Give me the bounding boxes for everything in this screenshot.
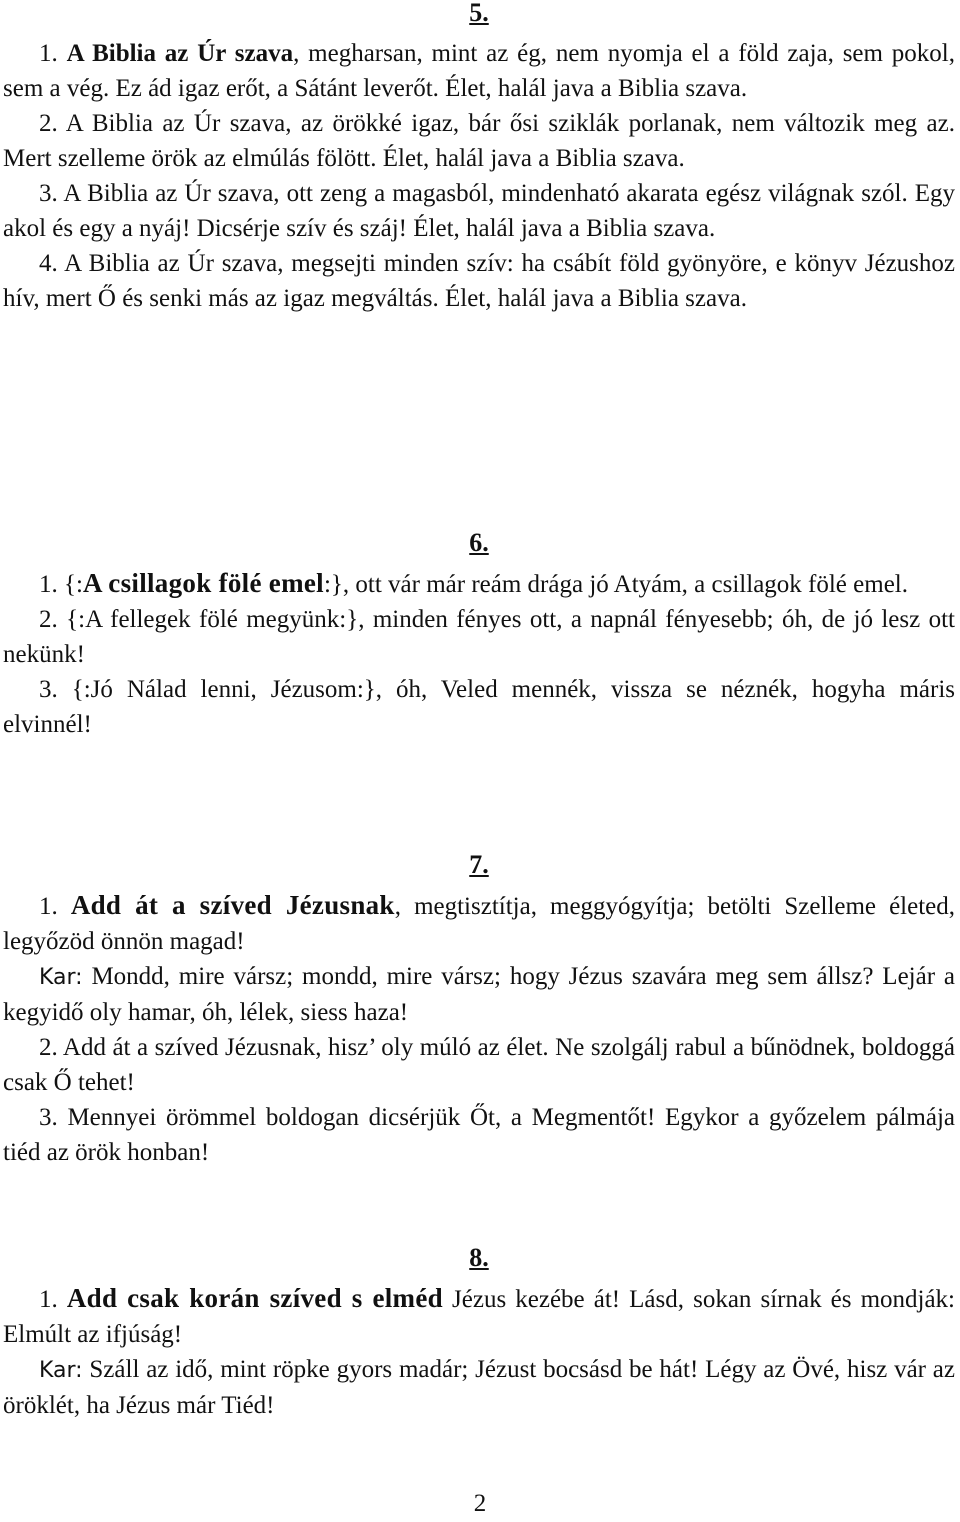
song-7 (3, 852, 955, 1170)
page-number: 2 (473, 1490, 487, 1517)
verse-3: 3. Mennyei örömmel boldogan dicsérjük Őt, a Megmentőt! Egykor a győzelem pálmája tiéd az örök honban! (3, 1104, 955, 1166)
verse-4: 4. A Biblia az Úr szava, megsejti minden szív: ha csábít föld gyönyöre, e könyv Jézushoz hív, mert Ő és senki más az igaz megváltás. Élet, halál java a Biblia szava. (3, 250, 955, 312)
verse-3: 3. {:Jó Nálad lenni, Jézusom:}, óh, Veled mennék, vissza se néznék, hogyha máris elvinnél! (3, 676, 956, 738)
song-8 (3, 1245, 955, 1423)
chorus-label: Kar: (39, 965, 83, 990)
song-6 (3, 530, 955, 742)
song-number: 8. (469, 1243, 489, 1272)
verse-lead: Add csak korán szíved s elméd (66, 1283, 443, 1313)
verse-1: 1. Add át a szíved Jézusnak, megtisztítja, meggyógyítja; betölti Szelleme életed, legyőzöd önnön magad! (3, 890, 956, 955)
verse-lead: A Biblia az Úr szava (66, 40, 294, 67)
song-number: 6. (469, 528, 489, 557)
verse-2: 2. Add át a szíved Jézusnak, hisz’ oly múló az élet. Ne szolgálj rabul a bűnödnek, boldoggá csak Ő tehet! (3, 1034, 956, 1096)
song-number: 7. (469, 850, 489, 879)
verse-1: 1. Add csak korán szíved s elméd Jézus kezébe át! Lásd, sokan sírnak és mondják: Elmúlt az ifjúság! (3, 1283, 955, 1348)
song-5 (3, 0, 955, 316)
song-number: 5. (469, 0, 489, 27)
verse-1: 1. {:A csillagok fölé emel:}, ott vár már reám drága jó Atyám, a csillagok fölé emel. (39, 568, 908, 598)
verse-2: 2. A Biblia az Úr szava, az örökké igaz, bár ősi sziklák porlanak, nem változik meg az. Mert szelleme örök az elmúlás fölött. Élet, halál java a Biblia szava. (3, 110, 955, 172)
verse-2: 2. {:A fellegek fölé megyünk:}, minden fényes ott, a napnál fényesebb; óh, de jó lesz ott nekünk! (3, 606, 955, 668)
chorus: Kar: Száll az idő, mint röpke gyors madár; Jézust bocsásd be hát! Légy az Övé, hisz vár az öröklét, ha Jézus már Tiéd! (3, 1356, 955, 1419)
verse-3: 3. A Biblia az Úr szava, ott zeng a magasból, mindenható akarata egész világnak szól. Egy akol és egy a nyáj! Dicsérje szív és száj! Élet, halál java a Biblia szava. (3, 180, 955, 242)
chorus: Kar: Mondd, mire vársz; mondd, mire vársz; hogy Jézus szavára meg sem állsz? Lejár a kegyidő oly hamar, óh, lélek, siess haza! (3, 963, 955, 1026)
chorus-label: Kar: (39, 1358, 83, 1383)
verse-1: 1. A Biblia az Úr szava, megharsan, mint az ég, nem nyomja el a föld zaja, sem pokol, sem a vég. Ez ád igaz erőt, a Sátánt leverőt. Élet, halál java a Biblia szava. (3, 40, 955, 102)
verse-lead: Add át a szíved Jézusnak (70, 890, 395, 920)
verse-lead: A csillagok fölé emel (82, 568, 324, 598)
